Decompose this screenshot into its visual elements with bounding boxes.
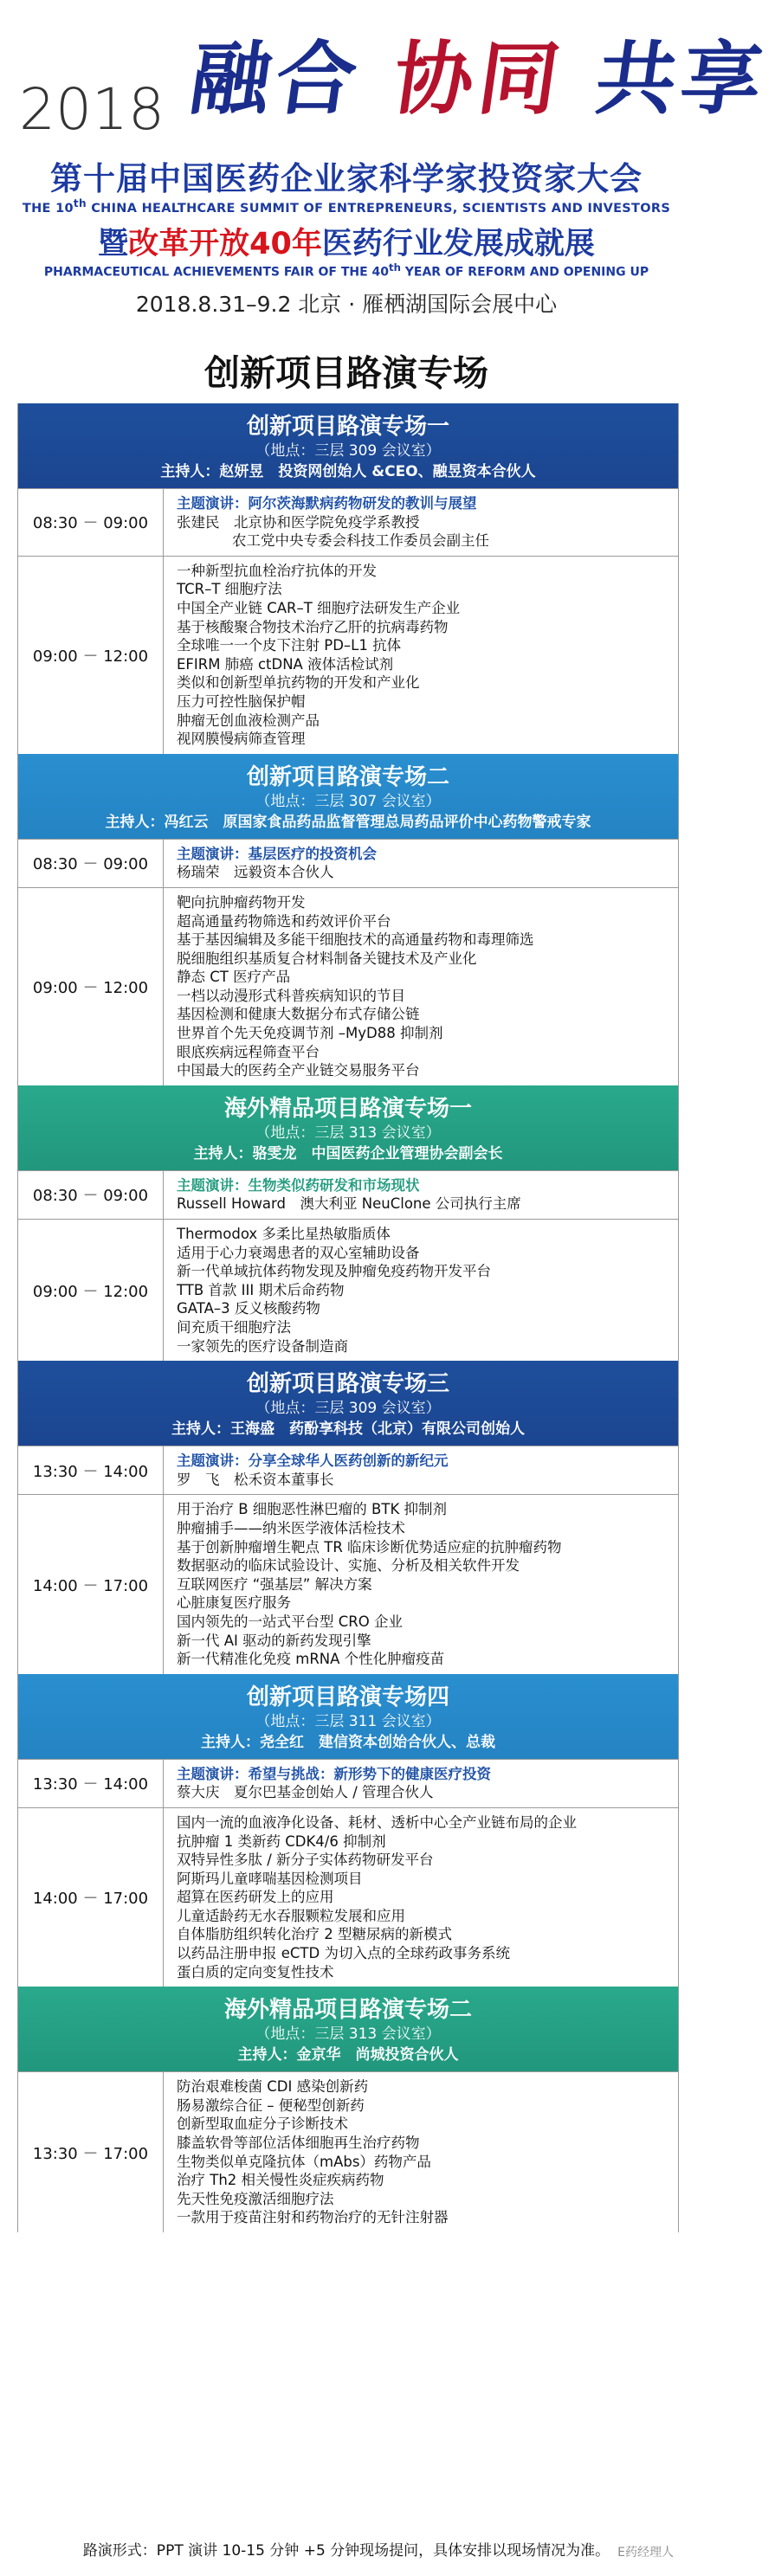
speaker-title xyxy=(177,531,489,551)
project-item: 肿瘤捕手——纳米医学液体活检技术 xyxy=(177,1519,405,1536)
project-item: 中国全产业链 CAR–T 细胞疗法研发生产企业 xyxy=(177,599,461,616)
project-item: EFIRM 肺癌 ctDNA 液体活检试剂 xyxy=(177,655,394,673)
project-item: 新一代单域抗体药物发现及肿瘤免疫药物开发平台 xyxy=(177,1263,491,1280)
project-item: 眼底疾病远程筛查平台 xyxy=(177,1043,320,1060)
projects-row xyxy=(18,556,678,754)
session-title: 创新项目路演专场三 xyxy=(246,1371,449,1398)
projects-row xyxy=(18,2071,678,2232)
title-en-rest: CHINA HEALTHCARE SUMMIT OF ENTREPRENEURS, SCIENTISTS AND INVESTORS xyxy=(86,201,671,216)
conference-subtitle xyxy=(0,220,693,263)
project-item: 基于创新肿瘤增生靶点 TR 临床诊断优势适应症的抗肿瘤药物 xyxy=(177,1538,562,1555)
keynote-theme: 主题演讲：希望与挑战：新形势下的健康医疗投资 xyxy=(177,1765,491,1782)
session-header xyxy=(18,403,678,488)
projects-row xyxy=(18,1219,678,1361)
project-item: 先天性免疫激活细胞疗法 xyxy=(177,2190,334,2207)
project-item: 基于基因编辑及多能干细胞技术的高通量药物和毒理筛选 xyxy=(177,931,534,949)
keynote-row xyxy=(18,1170,678,1219)
project-item: GATA–3 反义核酸药物 xyxy=(177,1300,320,1317)
keynote-content xyxy=(164,1446,449,1494)
conference-subtitle-en xyxy=(0,261,693,280)
project-item: 压力可控性脑保护帽 xyxy=(177,692,306,710)
footer-note: 路演形式：PPT 演讲 10-15 分钟 +5 分钟现场提问，具体安排以现场情况为准。 xyxy=(82,2542,610,2560)
session-venue: （地点：三层 307 会议室） xyxy=(255,792,441,810)
project-item: Thermodox 多柔比星热敏脂质体 xyxy=(177,1226,391,1243)
project-item: 新一代精准化免疫 mRNA 个性化肿瘤疫苗 xyxy=(177,1651,445,1668)
project-item: 膝盖软骨等部位活体细胞再生治疗药物 xyxy=(177,2135,420,2152)
project-item: 间充质干细胞疗法 xyxy=(177,1319,291,1336)
project-item: 一档以动漫形式科普疾病知识的节目 xyxy=(177,987,405,1004)
project-item: 治疗 Th2 相关慢性炎症疾病药物 xyxy=(177,2172,384,2189)
project-item: 生物类似单克隆抗体（mAbs）药物产品 xyxy=(177,2153,431,2170)
project-item: 基于核酸聚合物技术治疗乙肝的抗病毒药物 xyxy=(177,618,449,635)
time-slot: 14:00 － 17:00 xyxy=(18,1495,164,1673)
project-item: 适用于心力衰竭患者的双心室辅助设备 xyxy=(177,1244,420,1261)
keynote-content xyxy=(164,1760,491,1807)
keynote-content xyxy=(164,840,377,887)
time-slot: 09:00 － 12:00 xyxy=(18,888,164,1085)
speaker: 张建民 北京协和医学院免疫学系教授 xyxy=(177,513,420,531)
time-slot: 14:00 － 17:00 xyxy=(18,1808,164,1987)
project-list xyxy=(164,557,460,754)
project-item: 心脏康复医疗服务 xyxy=(177,1594,291,1612)
keynote-row xyxy=(18,1446,678,1494)
session-venue: （地点：三层 309 会议室） xyxy=(255,1400,441,1418)
speaker: 杨瑞荣 远毅资本合伙人 xyxy=(177,864,334,881)
project-list xyxy=(164,1808,577,1987)
session-header xyxy=(18,754,678,839)
session-host: 主持人：冯红云 原国家食品药品监督管理总局药品评价中心药物警戒专家 xyxy=(105,813,591,831)
project-item: 基因检测和健康大数据分布式存储公链 xyxy=(177,1006,420,1023)
page-title: 创新项目路演专场 xyxy=(204,352,488,394)
project-item: 一种新型抗血栓治疗抗体的开发 xyxy=(177,562,377,579)
project-item: 全球唯一一个皮下注射 PD–L1 抗体 xyxy=(177,637,402,654)
project-item: TTB 首款 III 期术后命药物 xyxy=(177,1281,345,1298)
time-slot: 08:30 － 09:00 xyxy=(18,840,164,887)
project-item: 超高通量药物筛选和药效评价平台 xyxy=(177,912,391,930)
project-item: 肠易激综合征 – 便秘型创新药 xyxy=(177,2096,365,2114)
slogan xyxy=(184,16,775,130)
project-item: 新一代 AI 驱动的新药发现引擎 xyxy=(177,1632,371,1649)
session-host: 主持人：尧全红 建信资本创始合伙人、总裁 xyxy=(201,1733,495,1751)
project-item: 以药品注册申报 eCTD 为切入点的全球药政事务系统 xyxy=(177,1945,510,1962)
time-slot: 09:00 － 12:00 xyxy=(18,1220,164,1361)
slogan-word-1: 融合 xyxy=(184,32,368,126)
keynote-content xyxy=(164,1171,521,1219)
subtitle-part-a: 暨 xyxy=(98,227,129,261)
subtitle-en-a: PHARMACEUTICAL ACHIEVEMENTS FAIR OF THE 40 xyxy=(43,265,390,280)
projects-row xyxy=(18,1807,678,1987)
projects-row xyxy=(18,887,678,1085)
projects-row xyxy=(18,1494,678,1673)
year: 2018 xyxy=(19,76,165,143)
project-item: 静态 CT 医疗产品 xyxy=(177,969,291,986)
project-item: 双特异性多肽 / 新分子实体药物研发平台 xyxy=(177,1852,434,1869)
watermark: E药经理人 xyxy=(617,2546,674,2560)
project-item: 用于治疗 B 细胞恶性淋巴瘤的 BTK 抑制剂 xyxy=(177,1501,448,1518)
project-item: 创新型取血症分子诊断技术 xyxy=(177,2116,348,2133)
keynote-theme: 主题演讲：生物类似药研发和市场现状 xyxy=(177,1176,420,1194)
project-item: 中国最大的医药全产业链交易服务平台 xyxy=(177,1062,420,1079)
session-title: 创新项目路演专场二 xyxy=(246,763,449,790)
session-host: 主持人：赵妍昱 投资网创始人 &CEO、融昱资本合伙人 xyxy=(160,463,536,480)
time-slot: 13:30 － 14:00 xyxy=(18,1446,164,1494)
subtitle-en-sup: th xyxy=(389,261,401,274)
speaker: 蔡大庆 夏尔巴基金创始人 / 管理合伙人 xyxy=(177,1784,434,1801)
session-title: 创新项目路演专场一 xyxy=(246,414,449,440)
keynote-content xyxy=(164,489,489,556)
keynote-theme: 主题演讲：分享全球华人医药创新的新纪元 xyxy=(177,1452,449,1470)
session-venue: （地点：三层 311 会议室） xyxy=(255,1712,441,1730)
sessions-table xyxy=(17,403,679,2232)
session-header xyxy=(18,1361,678,1446)
session-host: 主持人：金京华 尚城投资合伙人 xyxy=(237,2046,459,2064)
keynote-row xyxy=(18,839,678,887)
session-venue: （地点：三层 313 会议室） xyxy=(255,2025,441,2044)
time-slot: 13:30 － 14:00 xyxy=(18,1760,164,1807)
conference-title-en xyxy=(0,197,693,216)
project-list xyxy=(164,888,534,1085)
session-header xyxy=(18,1987,678,2071)
project-item: 超算在医药研发上的应用 xyxy=(177,1889,334,1906)
subtitle-part-b: 改革开放40年 xyxy=(128,227,322,261)
session-host: 主持人：王海盛 药酚享科技（北京）有限公司创始人 xyxy=(171,1420,525,1439)
date-venue: 2018.8.31–9.2 北京 · 雁栖湖国际会展中心 xyxy=(135,292,558,317)
title-en-sup: th xyxy=(73,197,87,209)
speaker-title-text: 农工党中央专委会科技工作委员会副主任 xyxy=(232,532,489,550)
project-item: 抗肿瘤 1 类新药 CDK4/6 抑制剂 xyxy=(177,1832,386,1850)
project-item: TCR–T 细胞疗法 xyxy=(177,581,282,598)
project-list xyxy=(164,1220,491,1361)
project-item: 自体脂肪组织转化治疗 2 型糖尿病的新模式 xyxy=(177,1926,452,1943)
subtitle-part-c: 医药行业发展成就展 xyxy=(321,227,595,261)
project-item: 视网膜慢病筛查管理 xyxy=(177,731,306,748)
session-title: 创新项目路演专场四 xyxy=(246,1684,449,1710)
time-slot: 13:30 － 17:00 xyxy=(18,2072,164,2232)
session-title: 海外精品项目路演专场二 xyxy=(223,1997,472,2024)
session-host: 主持人：骆雯龙 中国医药企业管理协会副会长 xyxy=(193,1144,503,1162)
session-header xyxy=(18,1674,678,1759)
keynote-row xyxy=(18,1759,678,1807)
project-list xyxy=(164,1495,562,1673)
project-item: 国内一流的血液净化设备、耗材、透析中心全产业链布局的企业 xyxy=(177,1813,577,1831)
time-slot: 08:30 － 09:00 xyxy=(18,1171,164,1219)
keynote-theme: 主题演讲：阿尔茨海默病药物研发的教训与展望 xyxy=(177,495,477,512)
project-item: 互联网医疗 “强基层” 解决方案 xyxy=(177,1575,372,1593)
title-en-prefix: THE 10 xyxy=(22,201,74,216)
keynote-row xyxy=(18,488,678,556)
slogan-word-3: 共享 xyxy=(590,32,773,126)
project-item: 一家领先的医疗设备制造商 xyxy=(177,1337,348,1355)
slogan-word-2: 协同 xyxy=(387,32,571,126)
session-venue: （地点：三层 313 会议室） xyxy=(255,1124,441,1142)
project-item: 一款用于疫苗注射和药物治疗的无针注射器 xyxy=(177,2209,449,2226)
project-item: 类似和创新型单抗药物的开发和产业化 xyxy=(177,674,420,692)
session-title: 海外精品项目路演专场一 xyxy=(223,1095,472,1122)
conference-title: 第十届中国医药企业家科学家投资家大会 xyxy=(50,160,643,197)
project-item: 防治艰难梭菌 CDI 感染创新药 xyxy=(177,2078,369,2096)
keynote-theme: 主题演讲：基层医疗的投资机会 xyxy=(177,845,377,862)
project-item: 蛋白质的定向变复性技术 xyxy=(177,1963,334,1980)
time-slot: 08:30 － 09:00 xyxy=(18,489,164,556)
header xyxy=(0,0,773,329)
speaker: 罗 飞 松禾资本董事长 xyxy=(177,1471,334,1488)
project-item: 脱细胞组织基质复合材料制备关键技术及产业化 xyxy=(177,950,477,967)
time-slot: 09:00 － 12:00 xyxy=(18,557,164,754)
project-item: 阿斯玛儿童哮喘基因检测项目 xyxy=(177,1870,363,1887)
project-item: 儿童适龄药无水吞服颗粒发展和应用 xyxy=(177,1907,405,1924)
speaker: Russell Howard 澳大利亚 NeuClone 公司执行主席 xyxy=(177,1195,521,1213)
project-list xyxy=(164,2072,449,2232)
project-item: 世界首个先天免疫调节剂 –MyD88 抑制剂 xyxy=(177,1025,443,1042)
project-item: 靶向抗肿瘤药物开发 xyxy=(177,893,306,911)
project-item: 国内领先的一站式平台型 CRO 企业 xyxy=(177,1613,403,1630)
session-header xyxy=(18,1085,678,1170)
project-item: 数据驱动的临床试验设计、实施、分析及相关软件开发 xyxy=(177,1557,520,1575)
session-venue: （地点：三层 309 会议室） xyxy=(255,442,441,460)
subtitle-en-b: YEAR OF REFORM AND OPENING UP xyxy=(400,265,649,280)
project-item: 肿瘤无创血液检测产品 xyxy=(177,712,320,729)
